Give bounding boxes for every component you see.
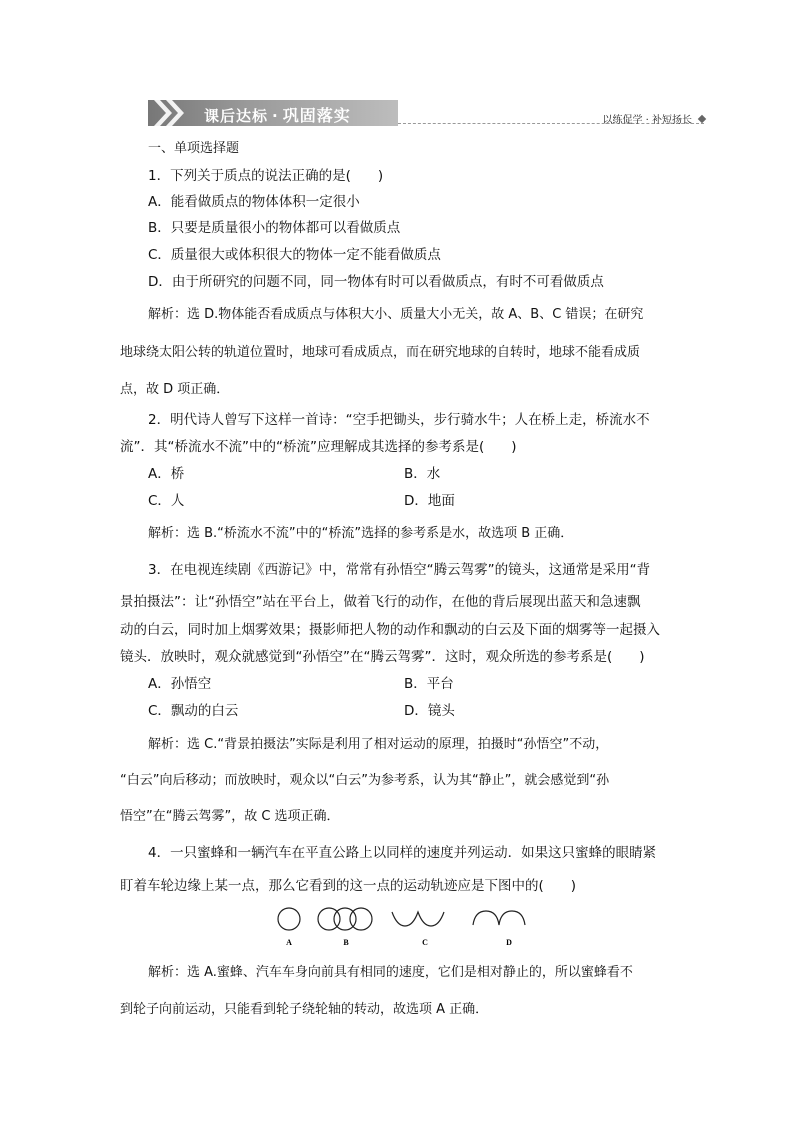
q3-stem-line3: 动的白云，同时加上烟雾效果；摄影师把人物的动作和飘动的白云及下面的烟雾等一起摄入 — [120, 622, 660, 638]
figure-option-c — [392, 912, 444, 947]
q1-option-c: C．质量很大或体积很大的物体一定不能看做质点 — [148, 247, 441, 263]
figure-label-b: B — [343, 938, 349, 947]
q2-option-d: D．地面 — [404, 493, 455, 509]
trajectory-loop-3-icon — [350, 908, 372, 930]
q2-option-c: C．人 — [148, 493, 185, 509]
banner-title-main: 课后达标 — [204, 107, 269, 125]
q1-option-b: B．只要是质量很小的物体都可以看做质点 — [148, 220, 401, 236]
section-heading: 一、单项选择题 — [148, 141, 240, 156]
q1-stem: 1．下列关于质点的说法正确的是( ) — [148, 168, 384, 184]
q2-option-a: A．桥 — [148, 466, 185, 482]
q4-stem-line2: 盯着车轮边缘上某一点，那么它看到的这一点的运动轨迹应是下图中的( ) — [120, 878, 577, 894]
figure-label-d: D — [506, 938, 512, 947]
banner-subtitle: 巩固落实 — [282, 106, 351, 125]
q4-stem-line1: 4．一只蜜蜂和一辆汽车在平直公路上以同样的速度并列运动．如果这只蜜蜂的眼睛紧 — [148, 845, 657, 861]
trajectory-circle-icon — [278, 908, 300, 930]
q3-option-b: B．平台 — [404, 676, 454, 692]
q1-analysis-line3: 点，故 D 项正确． — [120, 382, 230, 397]
q2-stem-line1: 2．明代诗人曾写下这样一首诗：“空手把锄头，步行骑水牛；人在桥上走，桥流水不 — [148, 412, 650, 428]
trajectory-cycloid-up-icon — [473, 911, 525, 925]
q3-stem-line2: 景拍摄法”：让“孙悟空”站在平台上，做着飞行的动作，在他的背后展现出蓝天和急速飘 — [120, 594, 641, 610]
q2-stem-line2: 流”．其“桥流水不流”中的“桥流”应理解成其选择的参考系是( ) — [120, 439, 517, 455]
q3-option-c: C．飘动的白云 — [148, 703, 239, 719]
section-banner — [148, 100, 398, 126]
q3-stem-line1: 3．在电视连续剧《西游记》中，常常有孙悟空“腾云驾雾”的镜头，这通常是采用“背 — [148, 562, 651, 578]
q4-analysis-line2: 到轮子向前运动，只能看到轮子绕轮轴的转动，故选项 A 正确． — [120, 1002, 489, 1017]
figure-option-a — [278, 908, 300, 947]
figure-label-c: C — [422, 938, 428, 947]
diamond-icon — [698, 115, 706, 123]
banner-dot: · — [272, 107, 279, 125]
trajectory-cycloid-down-icon — [392, 912, 444, 926]
q4-analysis-line1: 解析：选 A.蜜蜂、汽车车身向前具有相同的速度，它们是相对静止的，所以蜜蜂看不 — [148, 965, 633, 980]
figure-label-a: A — [286, 938, 292, 947]
q3-option-a: A．孙悟空 — [148, 676, 212, 692]
figure-option-d — [473, 911, 525, 947]
q3-option-d: D．镜头 — [404, 703, 455, 719]
banner-title — [204, 103, 351, 126]
header-tagline: 以练促学 · 补短扬长 — [602, 115, 692, 126]
trajectory-figure — [270, 902, 550, 948]
q3-stem-line4: 镜头．放映时，观众就感觉到“孙悟空”在“腾云驾雾”．这时，观众所选的参考系是( ) — [120, 649, 645, 665]
q2-option-b: B．水 — [404, 466, 441, 482]
q1-analysis-line2: 地球绕太阳公转的轨道位置时，地球可看成质点，而在研究地球的自转时，地球不能看成质 — [120, 345, 641, 360]
q3-analysis-line1: 解析：选 C.“背景拍摄法”实际是利用了相对运动的原理，拍摄时“孙悟空”不动， — [148, 737, 609, 752]
q3-analysis-line3: 悟空”在“腾云驾雾”，故 C 选项正确． — [120, 809, 340, 824]
q1-option-a: A．能看做质点的物体体积一定很小 — [148, 194, 360, 210]
q1-option-d: D．由于所研究的问题不同，同一物体有时可以看做质点，有时不可看做质点 — [148, 274, 604, 290]
q2-analysis: 解析：选 B.“桥流水不流”中的“桥流”选择的参考系是水，故选项 B 正确． — [148, 526, 574, 541]
figure-option-b — [318, 908, 372, 947]
q1-analysis-line1: 解析：选 D.物体能否看成质点与体积大小、质量大小无关，故 A、B、C 错误；在研究 — [148, 307, 644, 322]
double-chevron-icon — [148, 100, 192, 126]
q3-analysis-line2: “白云”向后移动；而放映时，观众以“白云”为参考系，认为其“静止”，就会感觉到“孙 — [120, 773, 610, 788]
